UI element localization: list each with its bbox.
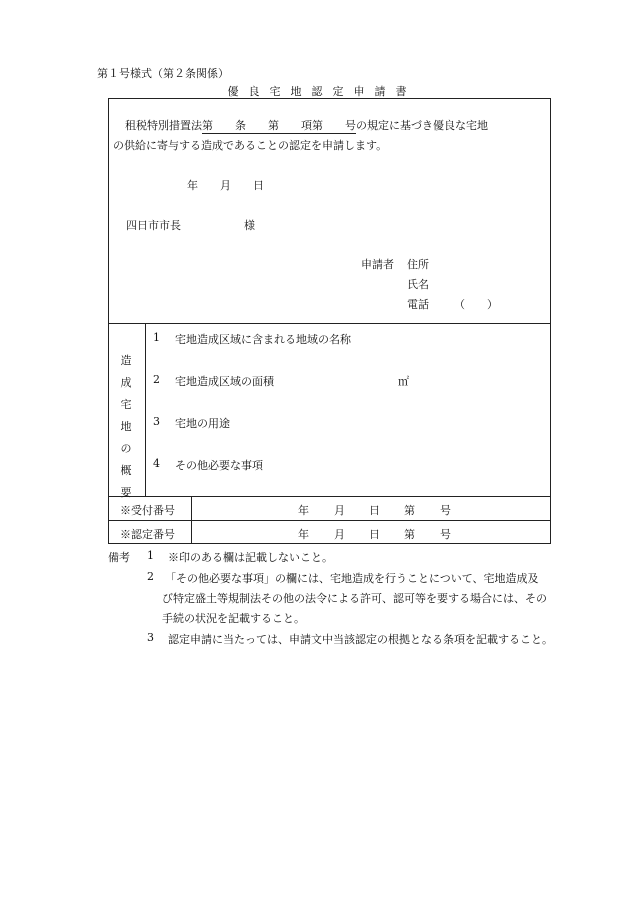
receipt-day[interactable]: 日 [369,504,380,517]
receipt-year[interactable]: 年 [298,504,309,517]
application-statement-line1 [125,117,488,134]
overview-side-label: 造 成 宅 地 の 概 要 [120,354,132,499]
note-text: ※印のある欄は記載しないこと。 [168,551,333,564]
applicant-label: 申請者 [361,258,394,271]
honorific: 様 [244,219,255,232]
application-form-frame [108,98,551,544]
overview-item-number: 3 [153,415,160,428]
note-text: 「その他必要な事項」の欄には、宅地造成を行うことについて、宅地造成及 [165,572,539,585]
certification-go: 号 [440,528,451,541]
section-divider [108,496,551,497]
form-number-label: 第１号様式（第２条関係） [97,67,229,80]
note-number: 1 [147,549,154,562]
overview-item-area[interactable]: 宅地造成区域の面積 [175,375,274,388]
phone-area-code[interactable]: （ ） [454,298,498,311]
application-statement-line2: の供給に寄与する造成であることの認定を申請します。 [113,139,388,152]
article-blank-field[interactable]: 第 条 第 項第 号 [202,119,356,132]
note-text: 認定申請に当たっては、申請文中当該認定の根拠となる条項を記載すること。 [168,633,553,646]
receipt-number-label: ※受付番号 [120,504,175,517]
overview-item-number: 4 [153,457,160,470]
receipt-month[interactable]: 月 [334,504,345,517]
certification-dai: 第 [404,528,415,541]
certification-day[interactable]: 日 [369,528,380,541]
receipt-dai: 第 [404,504,415,517]
receipt-column-divider [191,496,192,544]
note-number: 2 [147,570,154,583]
addressee: 四日市市長 [126,219,181,232]
note-text: び特定盛土等規制法その他の法令による許可、認可等を要する場合には、その [162,592,547,605]
overview-item-other[interactable]: その他必要な事項 [175,459,263,472]
area-unit: ㎡ [398,375,409,388]
document-title: 優良宅地認定申請書 [227,85,417,98]
name-field[interactable]: 氏名 [407,278,429,291]
note-number: 3 [147,631,154,644]
row-divider [108,520,551,521]
overview-item-region-name[interactable]: 宅地造成区域に含まれる地域の名称 [175,333,351,346]
note-text: 手続の状況を記載すること。 [162,612,305,625]
date-field[interactable]: 年 月 日 [187,179,264,192]
phone-field[interactable]: 電話 [407,298,429,311]
certification-year[interactable]: 年 [298,528,309,541]
receipt-go: 号 [440,504,451,517]
overview-item-land-use[interactable]: 宅地の用途 [175,417,230,430]
certification-number-label: ※認定番号 [120,528,175,541]
overview-item-number: 1 [153,331,160,344]
law-name: 租税特別措置法 [125,119,202,132]
address-field[interactable]: 住所 [407,258,429,271]
section-divider [108,323,551,324]
overview-column-divider [145,323,146,496]
statement-suffix: の規定に基づき優良な宅地 [356,119,488,132]
overview-item-number: 2 [153,373,160,386]
certification-month[interactable]: 月 [334,528,345,541]
notes-header: 備考 [108,551,130,564]
